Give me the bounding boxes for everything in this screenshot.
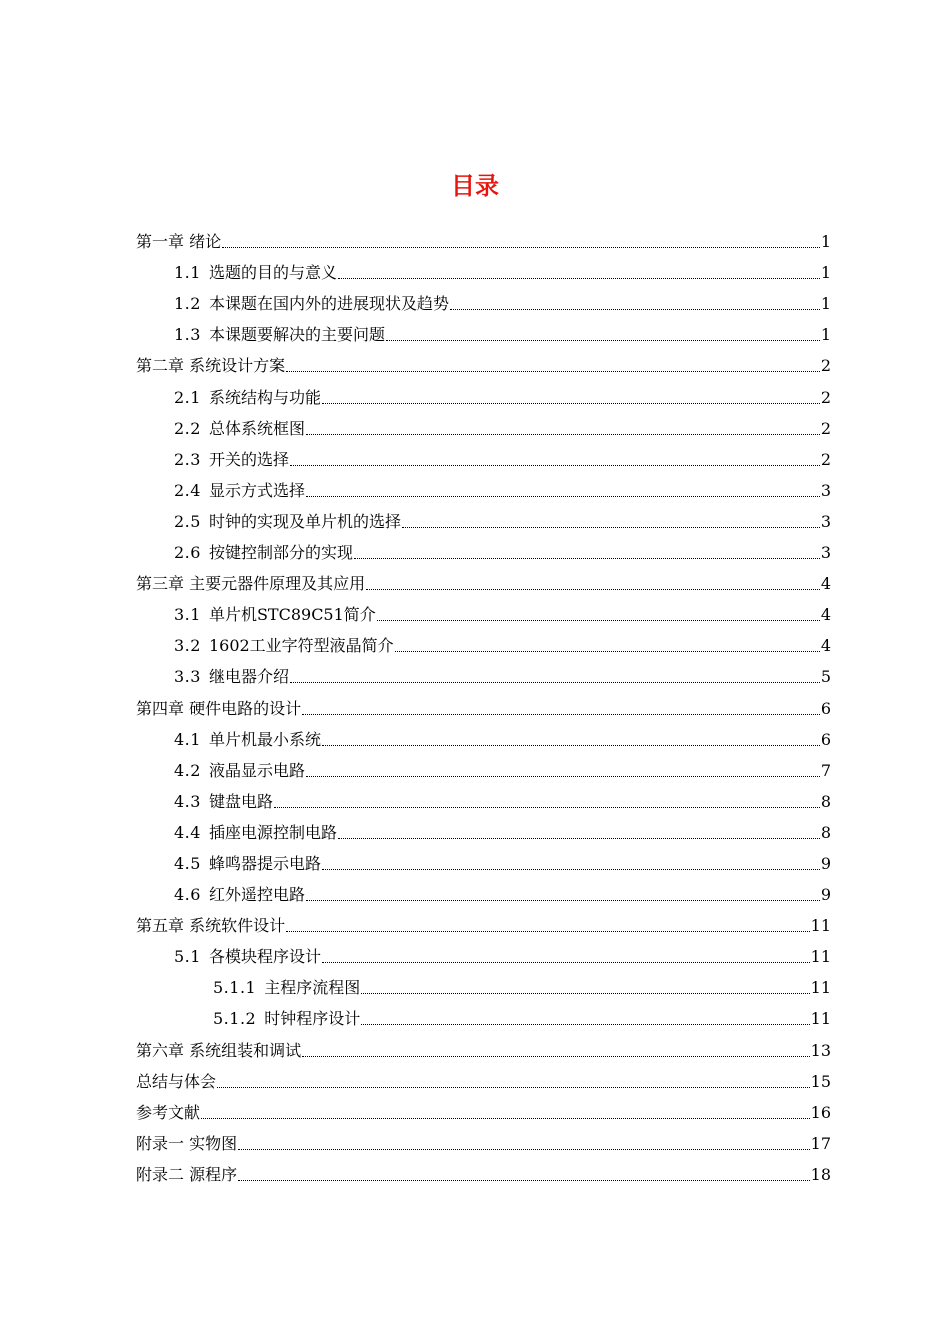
toc-entry-label bbox=[174, 761, 305, 781]
toc-entry-number: 3.1 bbox=[174, 605, 201, 625]
dot-leader bbox=[450, 309, 820, 310]
page-title: 目录 bbox=[451, 172, 499, 200]
toc-entry-page-number: 17 bbox=[810, 1133, 831, 1153]
toc-entry[interactable] bbox=[136, 1098, 831, 1129]
toc-entry-label bbox=[174, 730, 321, 750]
toc-entry[interactable] bbox=[174, 538, 831, 569]
dot-leader bbox=[322, 962, 810, 963]
dot-leader bbox=[395, 651, 820, 652]
toc-entry-page-number: 2 bbox=[820, 418, 831, 438]
toc-entry-number: 5.1.1 bbox=[213, 978, 257, 998]
toc-entry-label bbox=[136, 574, 365, 594]
toc-entry[interactable] bbox=[213, 973, 831, 1004]
dot-leader bbox=[306, 496, 820, 497]
toc-entry-page-number: 9 bbox=[820, 885, 831, 905]
toc-entry[interactable] bbox=[136, 351, 831, 382]
toc-entry-page-number: 7 bbox=[820, 760, 831, 780]
toc-entry-text: 主程序流程图 bbox=[264, 978, 361, 998]
dot-leader bbox=[322, 745, 820, 746]
dot-leader bbox=[361, 1024, 809, 1025]
toc-entry-number: 5.1 bbox=[174, 947, 201, 967]
toc-entry-page-number: 3 bbox=[820, 480, 831, 500]
toc-entry-text: 按键控制部分的实现 bbox=[208, 543, 353, 563]
toc-entry[interactable] bbox=[174, 818, 831, 849]
toc-entry-page-number: 2 bbox=[820, 449, 831, 469]
toc-entry[interactable] bbox=[174, 631, 831, 662]
toc-entry[interactable] bbox=[174, 507, 831, 538]
dot-leader bbox=[306, 900, 820, 901]
toc-entry[interactable] bbox=[174, 787, 831, 818]
toc-entry-number: 2.3 bbox=[174, 449, 201, 469]
toc-entry-text: 第六章 系统组装和调试 bbox=[136, 1040, 302, 1060]
toc-entry-text: 各模块程序设计 bbox=[208, 947, 321, 967]
toc-entry-text: 1602工业字符型液晶简介 bbox=[208, 636, 394, 656]
toc-entry-label bbox=[136, 699, 301, 719]
toc-entry-number: 2.6 bbox=[174, 543, 201, 563]
dot-leader bbox=[366, 589, 820, 590]
toc-entry[interactable] bbox=[136, 569, 831, 600]
toc-entry[interactable] bbox=[136, 1129, 831, 1160]
toc-entry-label bbox=[174, 543, 353, 563]
toc-entry-text: 单片机最小系统 bbox=[208, 729, 321, 749]
toc-entry-text: 系统结构与功能 bbox=[208, 387, 321, 407]
dot-leader bbox=[302, 1056, 810, 1057]
toc-entry-text: 本课题在国内外的进展现状及趋势 bbox=[208, 294, 449, 314]
toc-entry[interactable] bbox=[174, 942, 831, 973]
toc-entry-label bbox=[136, 1041, 301, 1061]
toc-entry-page-number: 5 bbox=[820, 667, 831, 687]
dot-leader bbox=[354, 558, 820, 559]
toc-entry-label bbox=[174, 947, 321, 967]
toc-entry-page-number: 4 bbox=[820, 574, 831, 594]
toc-entry-text: 总体系统框图 bbox=[208, 418, 305, 438]
toc-entry[interactable] bbox=[174, 756, 831, 787]
toc-entry-label bbox=[174, 325, 385, 345]
dot-leader bbox=[201, 1118, 810, 1119]
toc-entry-text: 总结与体会 bbox=[136, 1071, 217, 1091]
toc-entry-number: 3.3 bbox=[174, 667, 201, 687]
table-of-contents bbox=[0, 227, 950, 1191]
toc-entry[interactable] bbox=[136, 693, 831, 724]
dot-leader bbox=[286, 931, 810, 932]
toc-entry-label bbox=[174, 450, 289, 470]
toc-entry-page-number: 6 bbox=[820, 698, 831, 718]
toc-entry[interactable] bbox=[174, 382, 831, 413]
toc-entry-number: 4.4 bbox=[174, 822, 201, 842]
toc-entry-page-number: 2 bbox=[820, 387, 831, 407]
toc-entry-text: 第二章 系统设计方案 bbox=[136, 356, 286, 376]
dot-leader bbox=[238, 1180, 810, 1181]
toc-entry-label bbox=[136, 232, 221, 252]
toc-entry-label bbox=[136, 1103, 200, 1123]
toc-entry-text: 键盘电路 bbox=[208, 791, 273, 811]
toc-entry-label bbox=[213, 1009, 360, 1029]
toc-entry-number: 2.2 bbox=[174, 418, 201, 438]
toc-entry[interactable] bbox=[136, 1035, 831, 1066]
toc-entry-page-number: 4 bbox=[820, 605, 831, 625]
toc-entry-label bbox=[174, 792, 273, 812]
toc-entry-page-number: 11 bbox=[810, 947, 831, 967]
toc-entry[interactable] bbox=[213, 1004, 831, 1035]
toc-entry-text: 附录二 源程序 bbox=[136, 1164, 238, 1184]
dot-leader bbox=[290, 682, 820, 683]
toc-entry-text: 第四章 硬件电路的设计 bbox=[136, 698, 302, 718]
toc-entry-label bbox=[136, 356, 285, 376]
toc-entry-text: 显示方式选择 bbox=[208, 480, 305, 500]
toc-entry-label bbox=[174, 419, 305, 439]
toc-entry[interactable] bbox=[174, 320, 831, 351]
toc-entry[interactable] bbox=[174, 476, 831, 507]
toc-entry-text: 第一章 绪论 bbox=[136, 232, 222, 252]
toc-entry-number: 1.2 bbox=[174, 294, 201, 314]
toc-entry-page-number: 13 bbox=[810, 1040, 831, 1060]
toc-entry-label bbox=[174, 388, 321, 408]
toc-entry-label bbox=[174, 512, 401, 532]
toc-entry-page-number: 11 bbox=[810, 916, 831, 936]
toc-entry-text: 第五章 系统软件设计 bbox=[136, 916, 286, 936]
toc-entry-label bbox=[174, 294, 449, 314]
dot-leader bbox=[377, 620, 820, 621]
toc-entry-label bbox=[174, 823, 337, 843]
toc-entry-text: 时钟的实现及单片机的选择 bbox=[208, 511, 401, 531]
dot-leader bbox=[302, 714, 820, 715]
toc-entry-label bbox=[136, 1072, 216, 1092]
toc-entry[interactable] bbox=[174, 849, 831, 880]
toc-entry-label bbox=[174, 667, 289, 687]
toc-entry-page-number: 9 bbox=[820, 853, 831, 873]
toc-entry[interactable] bbox=[174, 600, 831, 631]
toc-entry-page-number: 16 bbox=[810, 1102, 831, 1122]
toc-entry-label bbox=[174, 854, 321, 874]
toc-entry-number: 1.1 bbox=[174, 263, 201, 283]
toc-entry-page-number: 4 bbox=[820, 636, 831, 656]
toc-entry-page-number: 1 bbox=[820, 232, 831, 252]
toc-entry-label bbox=[136, 916, 285, 936]
dot-leader bbox=[286, 371, 820, 372]
dot-leader bbox=[274, 807, 820, 808]
toc-entry[interactable] bbox=[174, 880, 831, 911]
toc-entry-text: 继电器介绍 bbox=[208, 667, 289, 687]
dot-leader bbox=[217, 1087, 810, 1088]
toc-entry-number: 2.5 bbox=[174, 511, 201, 531]
toc-entry[interactable] bbox=[174, 445, 831, 476]
toc-entry-number: 5.1.2 bbox=[213, 1009, 257, 1029]
toc-entry-label bbox=[136, 1134, 237, 1154]
toc-entry-number: 4.3 bbox=[174, 791, 201, 811]
toc-entry[interactable] bbox=[174, 414, 831, 445]
toc-entry-text: 红外遥控电路 bbox=[208, 885, 305, 905]
toc-entry-text: 蜂鸣器提示电路 bbox=[208, 853, 321, 873]
dot-leader bbox=[222, 247, 820, 248]
toc-entry-text: 开关的选择 bbox=[208, 449, 289, 469]
toc-entry-page-number: 3 bbox=[820, 511, 831, 531]
toc-entry-page-number: 3 bbox=[820, 543, 831, 563]
dot-leader bbox=[322, 403, 820, 404]
toc-entry-label bbox=[136, 1165, 237, 1185]
toc-entry[interactable] bbox=[136, 1067, 831, 1098]
dot-leader bbox=[306, 434, 820, 435]
dot-leader bbox=[238, 1149, 810, 1150]
dot-leader bbox=[290, 465, 820, 466]
toc-entry-text: 插座电源控制电路 bbox=[208, 822, 337, 842]
toc-entry[interactable] bbox=[174, 725, 831, 756]
toc-entry-number: 3.2 bbox=[174, 636, 201, 656]
toc-entry-text: 单片机STC89C51简介 bbox=[208, 605, 376, 625]
dot-leader bbox=[306, 776, 820, 777]
toc-entry-number: 4.6 bbox=[174, 885, 201, 905]
toc-entry-text: 选题的目的与意义 bbox=[208, 263, 337, 283]
toc-entry[interactable] bbox=[174, 289, 831, 320]
toc-entry-number: 4.1 bbox=[174, 729, 201, 749]
toc-entry-label bbox=[174, 481, 305, 501]
toc-entry-label bbox=[174, 605, 376, 625]
toc-entry-label bbox=[174, 885, 305, 905]
toc-entry-page-number: 1 bbox=[820, 325, 831, 345]
toc-entry-text: 参考文献 bbox=[136, 1102, 201, 1122]
toc-entry[interactable] bbox=[136, 227, 831, 258]
dot-leader bbox=[402, 527, 820, 528]
toc-entry-number: 2.4 bbox=[174, 480, 201, 500]
toc-entry-number: 2.1 bbox=[174, 387, 201, 407]
toc-entry-page-number: 1 bbox=[820, 263, 831, 283]
dot-leader bbox=[361, 993, 809, 994]
dot-leader bbox=[338, 838, 820, 839]
dot-leader bbox=[322, 869, 820, 870]
toc-entry[interactable] bbox=[174, 258, 831, 289]
toc-entry-text: 时钟程序设计 bbox=[264, 1009, 361, 1029]
toc-entry[interactable] bbox=[136, 1160, 831, 1191]
dot-leader bbox=[386, 340, 820, 341]
toc-entry-number: 4.2 bbox=[174, 760, 201, 780]
toc-entry-label bbox=[174, 636, 394, 656]
toc-entry[interactable] bbox=[136, 911, 831, 942]
toc-entry-page-number: 1 bbox=[820, 294, 831, 314]
toc-entry-page-number: 6 bbox=[820, 729, 831, 749]
toc-entry-page-number: 15 bbox=[810, 1071, 831, 1091]
toc-entry-text: 附录一 实物图 bbox=[136, 1133, 238, 1153]
toc-entry-number: 4.5 bbox=[174, 853, 201, 873]
toc-entry-page-number: 11 bbox=[810, 1009, 831, 1029]
dot-leader bbox=[338, 278, 820, 279]
toc-entry[interactable] bbox=[174, 662, 831, 693]
toc-entry-text: 第三章 主要元器件原理及其应用 bbox=[136, 574, 366, 594]
toc-entry-page-number: 8 bbox=[820, 822, 831, 842]
toc-entry-label bbox=[174, 263, 337, 283]
toc-entry-label bbox=[213, 978, 360, 998]
toc-entry-page-number: 18 bbox=[810, 1164, 831, 1184]
toc-entry-text: 液晶显示电路 bbox=[208, 760, 305, 780]
toc-entry-number: 1.3 bbox=[174, 325, 201, 345]
toc-entry-text: 本课题要解决的主要问题 bbox=[208, 325, 385, 345]
toc-entry-page-number: 8 bbox=[820, 791, 831, 811]
toc-entry-page-number: 11 bbox=[810, 978, 831, 998]
toc-entry-page-number: 2 bbox=[820, 356, 831, 376]
